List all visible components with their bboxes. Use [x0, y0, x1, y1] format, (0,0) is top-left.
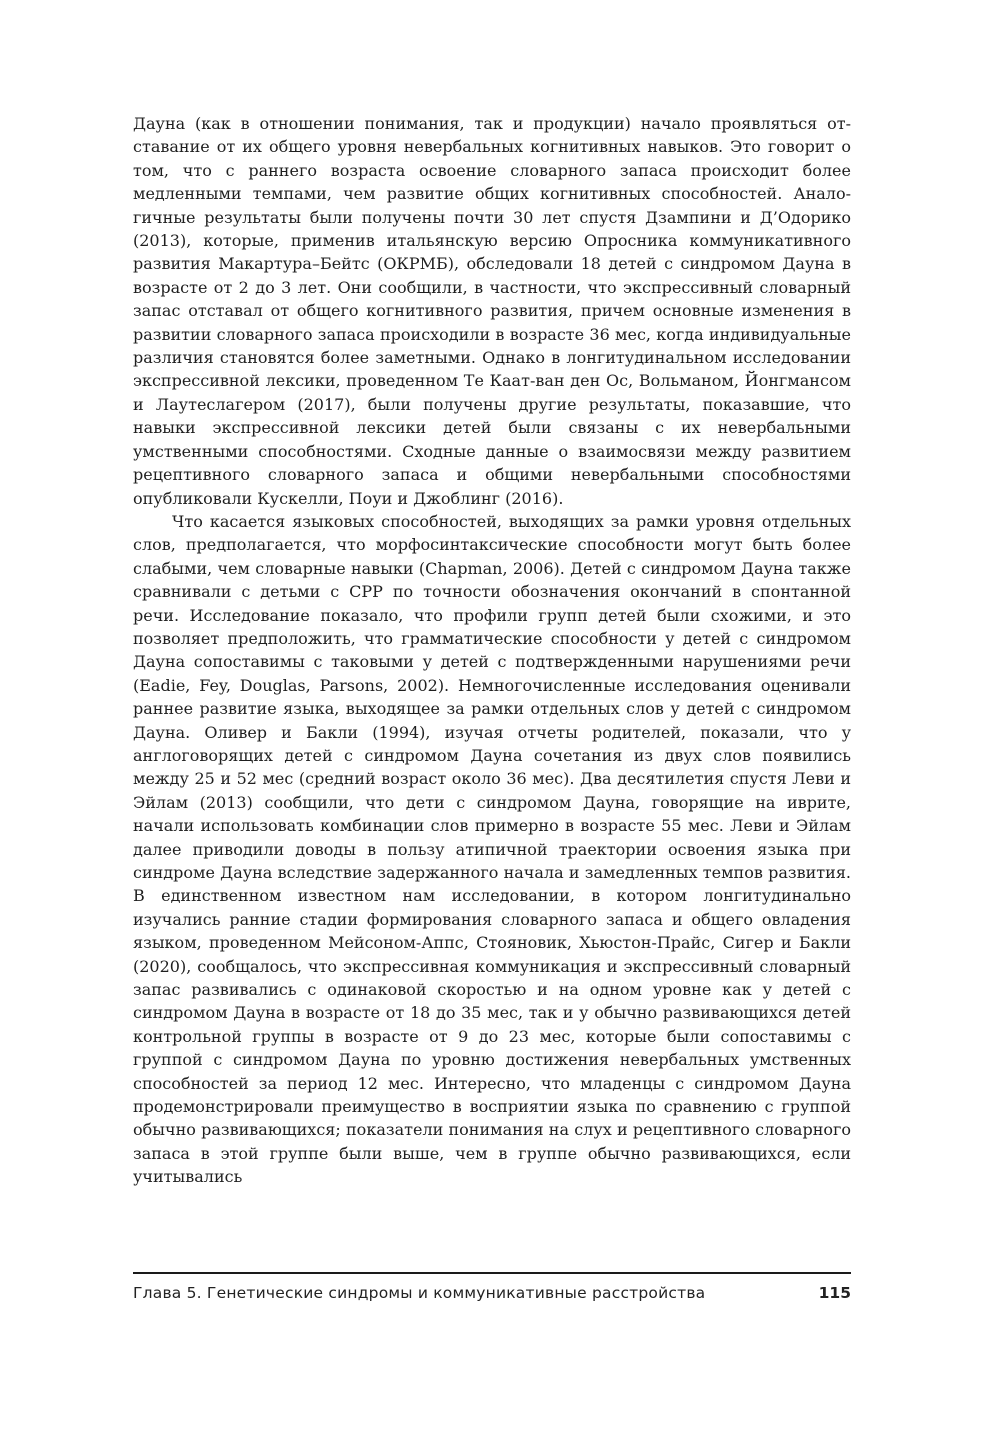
- paragraph: Что касается языковых способностей, выходящих за рамки уровня отдельных слов, предполагается, что морфосинтаксические способности могут быть более слабыми, чем словарные навыки (Chapman, 2006). Детей с синдромом Дауна также сравнивали с детьми с СРР по точности обозначения окончаний в спонтанной речи. Исследование показало, что профили групп детей были схожими, и это позволяет предположить, что грамматические способности у детей с синдромом Дауна сопоставимы с таковыми у детей с подтвержденными нарушениями речи (Eadie, Fey, Douglas, Parsons, 2002). Немногочисленные исследования оценивали раннее развитие языка, выходящее за рамки отдельных слов у детей с синдромом Дауна. Оливер и Бакли (1994), изучая отчеты родителей, показали, что у англоговорящих детей с синдромом Дауна сочетания из двух слов появились между 25 и 52 мес (средний возраст около 36 мес). Два десятилетия спустя Леви и Эйлам (2013) сообщили, что дети с синдромом Дауна, говорящие на иврите, начали использовать комбинации слов примерно в возрасте 55 мес. Леви и Эйлам далее приводили доводы в пользу атипичной траектории освоения языка при синдроме Дауна вследствие задержанного начала и замедленных темпов развития. В единственном известном нам исследовании, в котором лонгитудинально изучались ранние стадии формирования словарного запаса и общего овладения языком, проведенном Мейсоном-Аппс, Стояновик, Хьюстон-Прайс, Сигер и Бакли (2020), сообщалось, что экспрессивная коммуникация и экспрессивный словарный запас развивались с одинаковой скоростью и на одном уровне как у детей с синдромом Дауна в возрасте от 18 до 35 мес, так и у обычно развивающихся детей контрольной группы в возрасте от 9 до 23 мес, которые были сопоставимы с группой с синдромом Дауна по уровню достижения невербальных умственных способностей за период 12 мес. Интересно, что младенцы с синдромом Дауна продемонстрировали преимущество в восприятии языка по сравнению с группой обычно развивающихся; показатели понимания на слух и рецептивного словарного запаса в этой группе были выше, чем в группе обычно развивающихся, если учитывались: [133, 511, 851, 1187]
- chapter-title: Глава 5. Генетические синдромы и коммуникативные расстройства: [133, 1284, 706, 1302]
- page-number: 115: [818, 1284, 851, 1302]
- paragraph-continued: Дауна (как в отношении понимания, так и продукции) начало проявляться отставание от их общего уровня невербальных когнитивных навыков. Это говорит о том, что с раннего возраста освоение словарного запаса происходит более медленными темпами, чем развитие общих когнитивных способностей. Аналогичные результаты были получены почти 30 лет спустя Дзампини и Д’Одорико (2013), которые, применив итальянскую версию Опросника коммуникативного развития Макартура–Бейтс (ОКРМБ), обследовали 18 детей с синдромом Дауна в возрасте от 2 до 3 лет. Они сообщили, в частности, что экспрессивный словарный запас отставал от общего когнитивного развития, причем основные изменения в развитии словарного запаса происходили в возрасте 36 мес, когда индивидуальные различия становятся более заметными. Однако в лонгитудинальном исследовании экспрессивной лексики, проведенном Те Каат-ван ден Ос, Вольманом, Йонгмансом и Лаутеслагером (2017), были получены другие результаты, показавшие, что навыки экспрессивной лексики детей были связаны с их невербальными умственными способностями. Сходные данные о взаимосвязи между развитием рецептивного словарного запаса и общими невербальными способностями опубликовали Кускелли, Поуи и Джоблинг (2016).: [133, 114, 851, 508]
- footer-divider: [133, 1272, 851, 1274]
- body-text: [133, 112, 851, 1189]
- page-footer: [133, 1281, 851, 1305]
